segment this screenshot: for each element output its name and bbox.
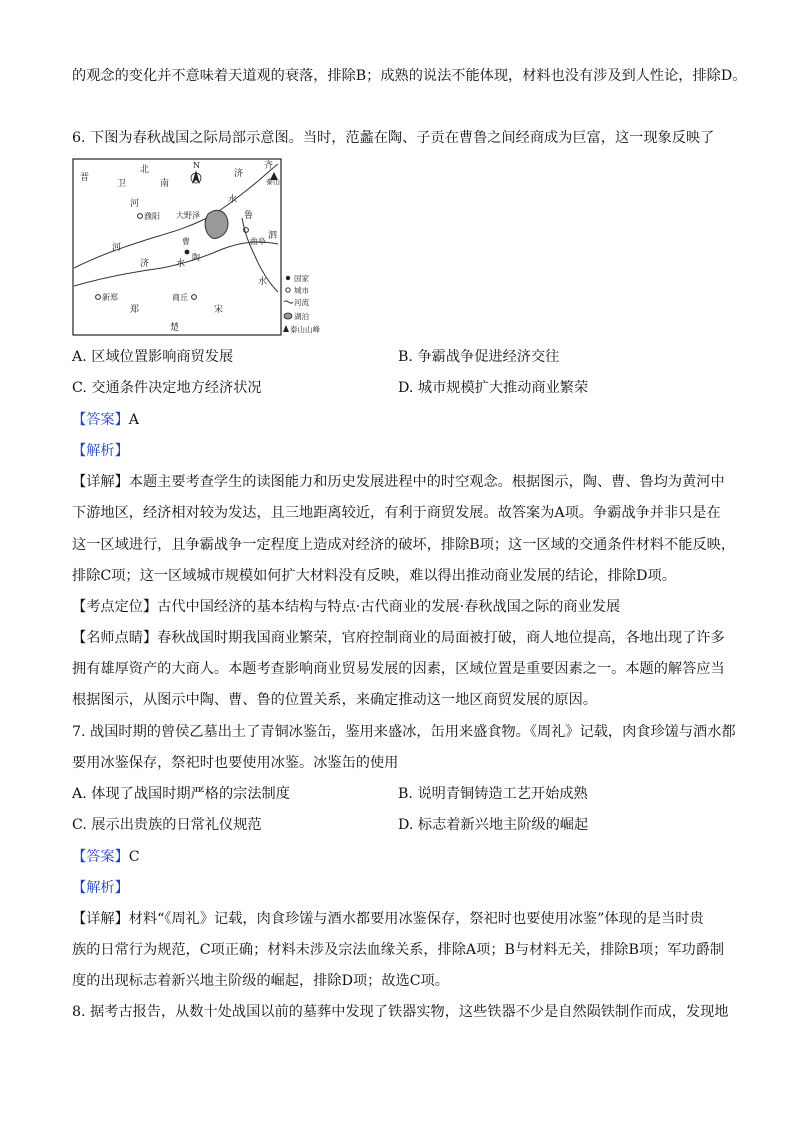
label-shui: 水 [228, 195, 238, 205]
label-ji: 济 [234, 169, 244, 179]
label-shui2: 水 [176, 259, 186, 269]
label-ji2: 济 [140, 259, 150, 269]
legend-city: 城市 [294, 286, 309, 295]
label-song: 宋 [214, 305, 224, 315]
label-daye: 大野泽 [176, 211, 200, 220]
label-si: 泗 [268, 231, 278, 241]
legend-mountain: 泰山山峰 [290, 325, 320, 334]
q6-mingshi-line-2: 拥有雄厚资产的大商人。本题考查影响商业贸易发展的因素，区域位置是重要因素之一。本题的解答应当 [72, 661, 725, 677]
q6-detail-line-3: 这一区域进行，且争霸战争一定程度上造成对经济的破坏，排除B项；这一区域的交通条件材料不能反映， [72, 537, 736, 553]
label-chu: 楚 [170, 323, 180, 333]
city-cao [185, 250, 190, 255]
legend-lake: 湖泊 [294, 312, 309, 321]
q6-option-a: A. 区域位置影响商贸发展 [72, 349, 234, 365]
q6-analysis-heading: 【解析】 [72, 443, 129, 459]
q7-detail-line-1: 【详解】材料“《周礼》记载，肉食珍馐与酒水都要用冰鉴保存，祭祀时也要使用冰鉴”体现的是当时贵 [72, 911, 704, 927]
label-taishan: 泰山 [266, 178, 280, 186]
label-cao: 曹 [182, 237, 190, 246]
label-he2: 河 [112, 243, 122, 253]
label-wei: 卫 [117, 179, 127, 189]
label-bei: 北 [140, 165, 150, 175]
q7-option-b: B. 说明青铜铸造工艺开始成熟 [398, 786, 588, 802]
label-xinzheng: 新郑 [102, 293, 118, 302]
q7-option-a: A. 体现了战国时期严格的宗法制度 [72, 786, 290, 802]
label-jin: 晋 [80, 173, 90, 183]
label-tao: 陶 [192, 253, 200, 262]
label-puyang: 濮阳 [144, 212, 160, 221]
label-shui3: 水 [258, 277, 268, 287]
spring-autumn-map [72, 158, 332, 338]
q6-answer: 【答案】A [72, 412, 140, 428]
q6-option-b: B. 争霸战争促进经济交往 [398, 349, 560, 365]
q6-detail-line-4: 排除C项；这一区域城市规模如何扩大材料没有反映，难以得出推动商业发展的结论，排除D项。 [72, 568, 676, 584]
q6-option-d: D. 城市规模扩大推动商业繁荣 [398, 380, 589, 396]
q7-detail-line-3: 度的出现标志着新兴地主阶级的崛起，排除D项；故选C项。 [72, 973, 449, 989]
label-nan: 南 [160, 179, 170, 189]
q6-stem: 6. 下图为春秋战国之际局部示意图。当时，范蠡在陶、子贡在曹鲁之间经商成为巨富，这一现象反映了 [72, 130, 715, 146]
label-lu: 鲁 [244, 211, 254, 221]
map-frame [73, 159, 281, 335]
q7-stem-line-2: 要用冰鉴保存，祭祀时也要使用冰鉴。冰鉴缶的使用 [72, 755, 399, 771]
q6-mingshi-line-3: 根据图示，从图示中陶、曹、鲁的位置关系，来确定推动这一地区商贸发展的原因。 [72, 692, 597, 708]
q6-kaodian: 【考点定位】古代中国经济的基本结构与特点·古代商业的发展·春秋战国之际的商业发展 [72, 599, 621, 615]
previous-analysis-tail: 的观念的变化并不意味着天道观的衰落，排除B；成熟的说法不能体现，材料也没有涉及到人性论，排除D。 [72, 68, 747, 84]
label-shangqiu: 商丘 [172, 293, 188, 302]
q7-option-d: D. 标志着新兴地主阶级的崛起 [398, 817, 589, 833]
label-qufu: 曲阜 [250, 237, 266, 246]
q6-mingshi-line-1: 【名师点睛】春秋战国时期我国商业繁荣，官府控制商业的局面被打破，商人地位提高，各地出现了许多 [72, 630, 725, 646]
q8-stem: 8. 据考古报告，从数十处战国以前的墓葬中发现了铁器实物，这些铁器不少是自然陨铁制作而成，发现地 [72, 1004, 729, 1020]
legend-country: 国家 [294, 274, 309, 283]
q6-option-c: C. 交通条件决定地方经济状况 [72, 380, 262, 396]
label-he1: 河 [130, 199, 140, 209]
north-label: N [193, 161, 200, 170]
q7-stem-line-1: 7. 战国时期的曾侯乙墓出土了青铜冰鉴缶，鉴用来盛冰，缶用来盛食物。《周礼》记载，肉食珍馐与酒水都 [72, 724, 736, 740]
q6-detail-line-2: 下游地区，经济相对较为发达，且三地距离较近，有利于商贸发展。故答案为A项。争霸战争并非只是在 [72, 505, 721, 521]
q7-answer: 【答案】C [72, 849, 140, 865]
legend-river: 河流 [294, 298, 309, 307]
q7-detail-line-2: 族的日常行为规范，C项正确；材料未涉及宗法血缘关系，排除A项；B与材料无关，排除B项；军功爵制 [72, 942, 725, 958]
label-zheng: 郑 [130, 305, 140, 315]
label-qi: 齐 [264, 161, 274, 171]
q7-analysis-heading: 【解析】 [72, 880, 129, 896]
q6-detail-line-1: 【详解】本题主要考查学生的读图能力和历史发展进程中的时空观念。根据图示，陶、曹、鲁均为黄河中 [72, 474, 725, 490]
q7-option-c: C. 展示出贵族的日常礼仪规范 [72, 817, 262, 833]
